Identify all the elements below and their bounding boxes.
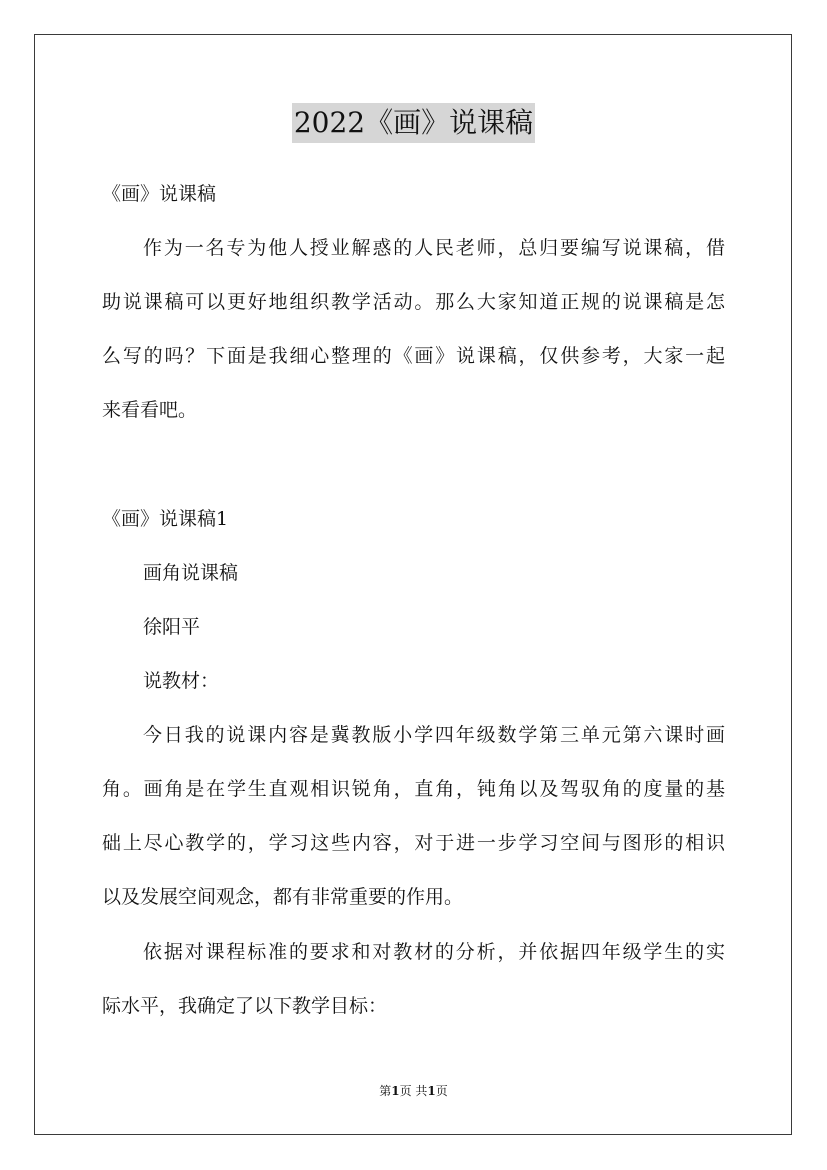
footer-suffix: 页 bbox=[435, 1084, 448, 1098]
intro-line: 助说课稿可以更好地组织教学活动。那么大家知道正规的说课稿是怎 bbox=[102, 291, 725, 313]
material-label: 说教材： bbox=[143, 670, 220, 692]
section-heading: 《画》说课稿1 bbox=[102, 508, 229, 530]
document-subtitle: 《画》说课稿 bbox=[102, 183, 217, 205]
intro-line: 来看看吧。 bbox=[102, 399, 198, 421]
footer-prefix: 第 bbox=[379, 1084, 392, 1098]
footer-mid: 页 共 bbox=[399, 1084, 428, 1098]
material-line: 角。画角是在学生直观相识锐角，直角，钝角以及驾驭角的度量的基 bbox=[102, 778, 725, 800]
goals-line: 依据对课程标准的要求和对教材的分析，并依据四年级学生的实 bbox=[143, 941, 725, 963]
footer-page-total: 1 bbox=[427, 1084, 436, 1098]
material-line: 以及发展空间观念，都有非常重要的作用。 bbox=[102, 886, 464, 908]
page-footer bbox=[0, 1083, 827, 1099]
intro-line: 么写的吗？下面是我细心整理的《画》说课稿，仅供参考，大家一起 bbox=[102, 345, 725, 367]
document-title: 2022《画》说课稿 bbox=[292, 103, 535, 143]
title-area bbox=[0, 103, 827, 143]
footer-page-current: 1 bbox=[391, 1084, 400, 1098]
goals-line: 际水平，我确定了以下教学目标： bbox=[102, 995, 388, 1017]
lesson-title: 画角说课稿 bbox=[143, 562, 239, 584]
material-line: 础上尽心教学的，学习这些内容，对于进一步学习空间与图形的相识 bbox=[102, 832, 725, 854]
intro-line: 作为一名专为他人授业解惑的人民老师，总归要编写说课稿，借 bbox=[143, 237, 725, 259]
author-name: 徐阳平 bbox=[143, 616, 201, 638]
material-line: 今日我的说课内容是冀教版小学四年级数学第三单元第六课时画 bbox=[143, 724, 725, 746]
